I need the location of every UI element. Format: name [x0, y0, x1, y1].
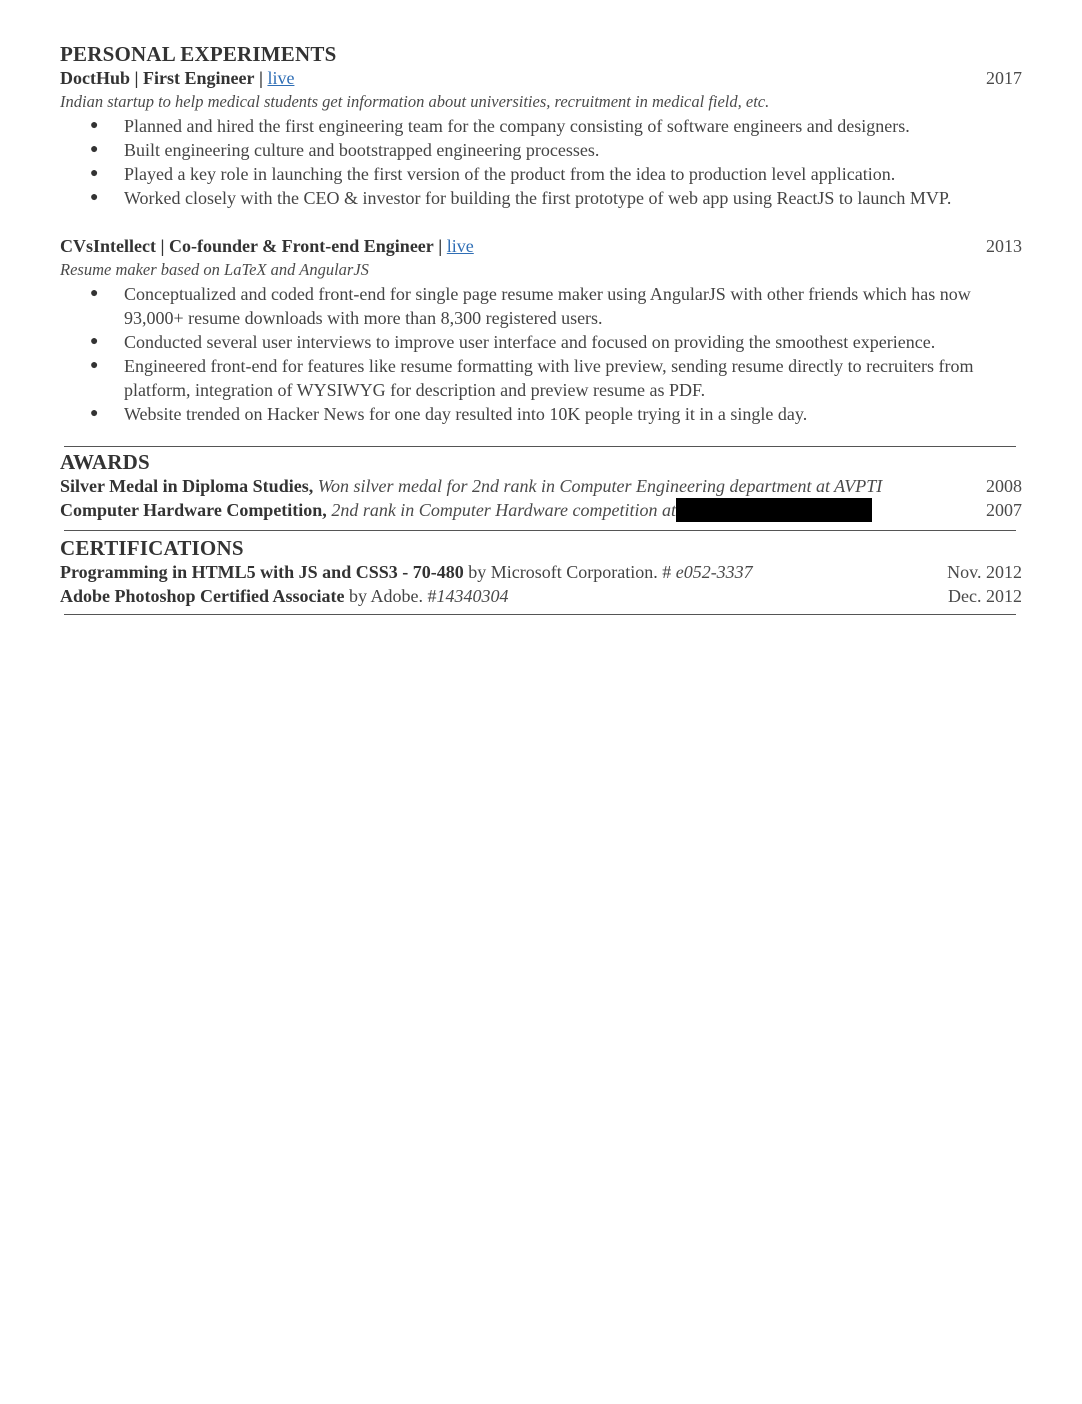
experiment-year: 2017: [986, 68, 1022, 88]
award-year: 2007: [986, 500, 1022, 520]
certification-id: e052-3337: [675, 562, 753, 582]
certification-date: Nov. 2012: [947, 562, 1022, 582]
bullet-item: ● Website trended on Hacker News for one day resulted into 10K people trying it in a single day.: [90, 404, 808, 424]
bullet-icon: ●: [90, 142, 99, 157]
bullet-item: ● Conducted several user interviews to improve user interface and focused on providing the smoothest experience.: [90, 332, 936, 352]
experiment-header: [60, 66, 1022, 90]
live-link[interactable]: live: [446, 236, 474, 256]
award-year: 2008: [986, 476, 1022, 496]
experiment-name: CVsIntellect: [60, 236, 156, 256]
bullet-icon: ●: [90, 358, 99, 373]
bullet-icon: ●: [90, 190, 99, 205]
bullet-item: ● Built engineering culture and bootstrapped engineering processes.: [90, 140, 600, 160]
bullet-item: ● Planned and hired the first engineering team for the company consisting of software engineers and designers.: [90, 116, 910, 136]
award-item: [60, 498, 1022, 522]
experiment-role: Co-founder & Front-end Engineer: [168, 236, 434, 256]
certification-item: [60, 584, 1022, 608]
section-title-awards: AWARDS: [60, 450, 150, 474]
certification-issuer: by Microsoft Corporation. #: [468, 562, 672, 582]
experiment-name: DoctHub: [60, 68, 131, 88]
bullet-item: ● Worked closely with the CEO & investor for building the first prototype of web app using ReactJS to launch MVP.: [90, 188, 952, 208]
certification-name: Adobe Photoshop Certified Associate: [60, 586, 345, 606]
award-name: Computer Hardware Competition,: [60, 500, 327, 520]
resume-page: [60, 42, 1022, 615]
bullet-item: ● Engineered front-end for features like resume formatting with live preview, sending resume directly to recruiters from platform, integration of WYSIWYG for description and preview resume as PDF.: [90, 356, 974, 400]
separator: |: [160, 236, 165, 256]
certification-item: [60, 560, 1022, 584]
separator: |: [438, 236, 443, 256]
experiment-header: [60, 234, 1022, 258]
bullet-list: [60, 282, 1022, 426]
separator: |: [134, 68, 139, 88]
experiment-role: First Engineer: [142, 68, 255, 88]
separator: |: [258, 68, 263, 88]
award-detail: Won silver medal for 2nd rank in Computer Engineering department at AVPTI: [317, 476, 883, 496]
certification-id: 14340304: [436, 586, 509, 606]
section-title-personal-experiments: PERSONAL EXPERIMENTS: [60, 42, 337, 66]
award-name: Silver Medal in Diploma Studies,: [60, 476, 314, 496]
bullet-icon: ●: [90, 334, 99, 349]
bullet-icon: ●: [90, 166, 99, 181]
experiment-entry-docthub: [60, 66, 1022, 210]
certification-issuer: by Adobe. #: [349, 586, 437, 606]
bullet-item: ● Conceptualized and coded front-end for single page resume maker using AngularJS with other friends which has now 93,000+ resume downloads with more than 8,300 registered users.: [90, 284, 971, 328]
live-link[interactable]: live: [267, 68, 295, 88]
experiment-entry-cvsintellect: [60, 234, 1022, 426]
bullet-item: ● Played a key role in launching the first version of the product from the idea to production level application.: [90, 164, 896, 184]
experiment-year: 2013: [986, 236, 1022, 256]
bullet-list: [60, 114, 1022, 210]
bullet-icon: ●: [90, 118, 99, 133]
bullet-icon: ●: [90, 406, 99, 421]
certification-date: Dec. 2012: [948, 586, 1022, 606]
award-detail: 2nd rank in Computer Hardware competition at: [331, 500, 676, 520]
redaction-block: [676, 498, 872, 522]
experiment-description: Indian startup to help medical students get information about universities, recruitment in medical field, etc.: [60, 92, 770, 111]
bullet-icon: ●: [90, 286, 99, 301]
certification-name: Programming in HTML5 with JS and CSS3 - 70-480: [60, 562, 464, 582]
experiment-description: Resume maker based on LaTeX and AngularJS: [60, 260, 369, 279]
section-title-certifications: CERTIFICATIONS: [60, 536, 244, 560]
award-item: [60, 474, 1022, 498]
section-divider: [64, 614, 1016, 615]
